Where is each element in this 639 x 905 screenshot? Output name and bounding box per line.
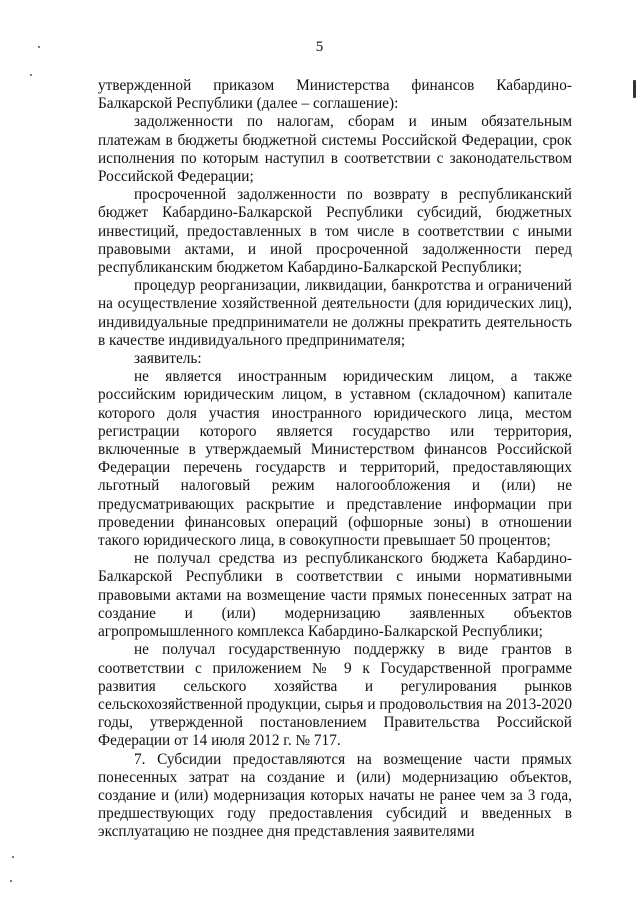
paragraph-no-budget-funds: не получал средства из республиканского бюджета Кабардино-Балкарской Республики в соответствии с иными нормативными правовыми актами на возмещение части прямых понесенных затрат на создание и (или) модернизацию заявленных объектов агропромышленного комплекса Кабардино-Балкарской Республики; bbox=[98, 550, 572, 641]
document-text-body bbox=[98, 77, 572, 842]
scan-speck bbox=[633, 80, 636, 98]
scan-speck bbox=[10, 880, 12, 882]
scan-speck bbox=[38, 46, 40, 48]
paragraph-applicant-heading: заявитель: bbox=[134, 350, 202, 368]
paragraph-agreement-continuation: утвержденной приказом Министерства финансов Кабардино-Балкарской Республики (далее – соглашение): bbox=[98, 77, 572, 113]
scan-speck bbox=[12, 856, 14, 858]
page-number: 5 bbox=[315, 39, 324, 55]
paragraph-no-grants: не получал государственную поддержку в виде грантов в соответствии с приложением № 9 к Государственной программе развития сельского хозяйства и регулирования рынков сельскохозяйственной продукции, сырья и продовольствия на 2013-2020 годы, утвержденной постановлением Правительства Российской Федерации от 14 июля 2012 г. № 717. bbox=[98, 641, 572, 750]
scan-speck bbox=[30, 74, 32, 76]
paragraph-tax-arrears: задолженности по налогам, сборам и иным обязательным платежам в бюджеты бюджетной системы Российской Федерации, срок исполнения по которым наступил в соответствии с законодательством Российской Федерации; bbox=[98, 113, 572, 186]
paragraph-reorganization: процедур реорганизации, ликвидации, банкротства и ограничений на осуществление хозяйственной деятельности (для юридических лиц), индивидуальные предприниматели не должны прекратить деятельность в качестве индивидуального предпринимателя; bbox=[98, 277, 572, 349]
paragraph-foreign-entity: не является иностранным юридическим лицом, а также российским юридическим лицом, в уставном (складочном) капитале которого доля участия иностранного юридического лица, местом регистрации которого является государство или территория, включенные в утверждаемый Министерством финансов Российской Федерации перечень государств и территорий, предоставляющих льготный налоговый режим налогообложения и (или) не предусматривающих раскрытие и представление информации при проведении финансовых операций (офшорные зоны) в отношении такого юридического лица, в совокупности превышает 50 процентов; bbox=[98, 368, 572, 550]
paragraph-overdue-debt: просроченной задолженности по возврату в республиканский бюджет Кабардино-Балкарской Республики субсидий, бюджетных инвестиций, предоставленных в том числе в соответствии с иными правовыми актами, и иной просроченной задолженности перед республиканским бюджетом Кабардино-Балкарской Республики; bbox=[98, 186, 572, 277]
paragraph-section-7: 7. Субсидии предоставляются на возмещение части прямых понесенных затрат на создание и (или) модернизацию объектов, создание и (или) модернизация которых начаты не ранее чем за 3 года, предшествующих году предоставления субсидий и введенных в эксплуатацию не позднее дня представления заявителями bbox=[98, 750, 572, 841]
